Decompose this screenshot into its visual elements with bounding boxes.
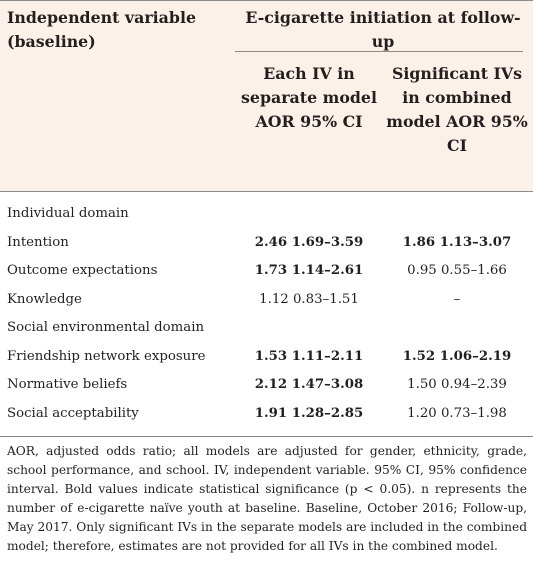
separate-model-header: Each IV in separate model AOR 95% CI [241,64,377,131]
header-bottom-rule [0,191,533,192]
table-row [0,314,533,342]
table-footnote: AOR, adjusted odds ratio; all models are adjusted for gender, ethnicity, grade, school performance, and school. IV, independent variable. 95% CI, 95% confidence interval. Bold values indicate statistical significance (p < 0.05). n represents the number of e-cigarette naïve youth at baseline. Baseline, October 2016; Follow-up, May 2017. Only significant IVs in the separate models are included in the combined model; therefore, estimates are not provided for all IVs in the combined model. [7,444,527,553]
table-row [0,371,533,399]
combined-model-value: 0.95 0.55–1.66 [407,263,507,278]
separate-model-value: 1.73 1.14–2.61 [254,263,364,278]
combined-model-value: 1.50 0.94–2.39 [407,377,507,392]
row-label: Intention [7,234,69,250]
combined-model-value: 1.86 1.13–3.07 [402,234,512,250]
table-row [0,400,533,428]
table-row [0,286,533,314]
row-label: Individual domain [7,206,129,221]
row-label: Outcome expectations [7,263,158,278]
row-label: Friendship network exposure [7,348,206,364]
row-label: Social acceptability [7,405,139,421]
separate-model-value: 2.12 1.47–3.08 [254,377,364,392]
combined-model-value: 1.52 1.06–2.19 [402,348,512,364]
independent-variable-header: Independent variable (baseline) [7,8,196,51]
table-bottom-rule [0,436,533,437]
combined-model-value: – [453,291,461,307]
table-row [0,200,533,228]
row-label: Normative beliefs [7,377,128,392]
separate-model-value: 1.53 1.11–2.11 [254,348,364,364]
table-row [0,229,533,257]
row-label: Knowledge [7,291,82,307]
table-row [0,257,533,285]
combined-model-value: 1.20 0.73–1.98 [407,405,507,421]
followup-group-header: E-cigarette initiation at follow-up [245,8,521,51]
row-label: Social environmental domain [7,320,205,335]
combined-model-header: Significant IVs in combined model AOR 95% CI [386,64,528,155]
header-top-rule [0,0,533,1]
table-row [0,343,533,371]
separate-model-value: 2.46 1.69–3.59 [254,234,364,250]
separate-model-value: 1.91 1.28–2.85 [254,405,364,421]
separate-model-value: 1.12 0.83–1.51 [259,291,359,307]
